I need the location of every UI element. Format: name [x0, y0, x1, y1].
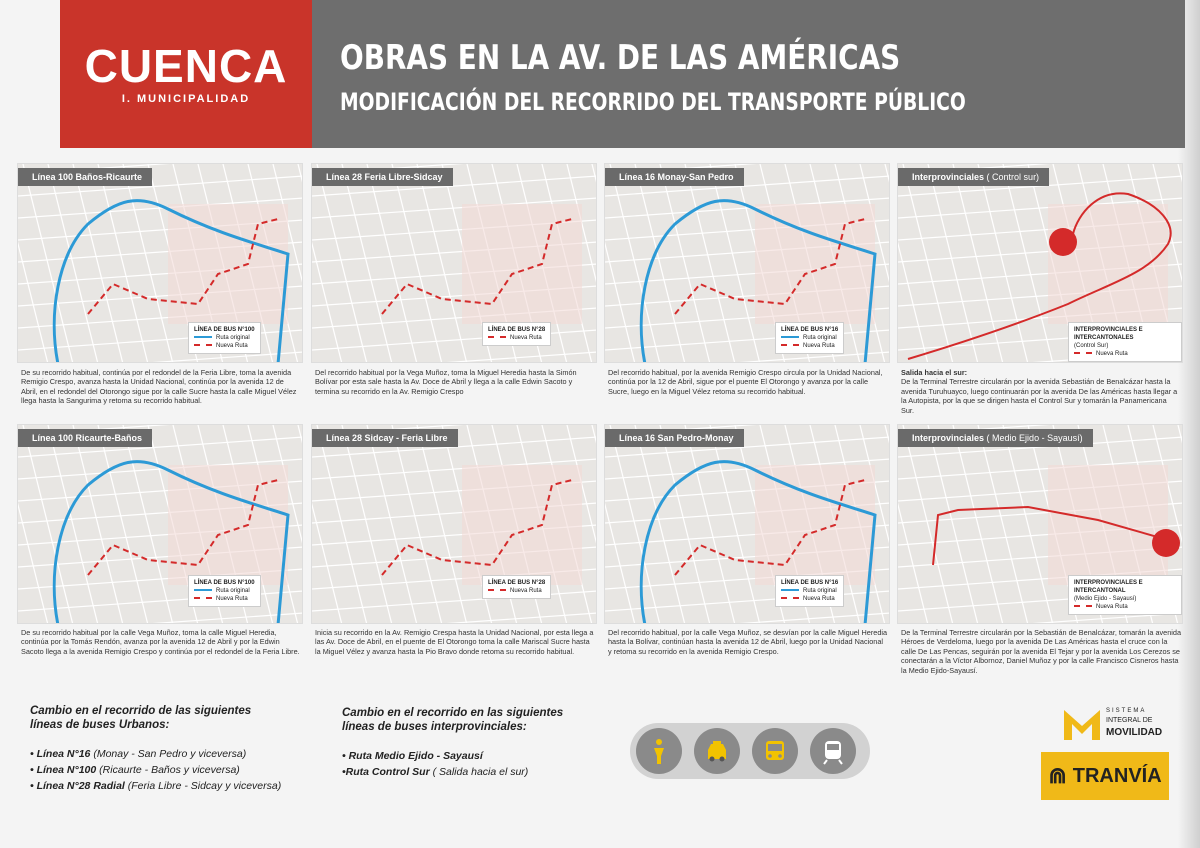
legend-item: Ruta original — [194, 587, 255, 595]
map-legend — [775, 322, 844, 354]
taxi-icon — [694, 728, 740, 774]
bus-icon — [752, 728, 798, 774]
panel-label: Interprovinciales ( Control sur) — [898, 168, 1049, 186]
brand-line3: MOVILIDAD — [1106, 727, 1163, 738]
logo-text: CUENCA — [84, 40, 288, 92]
route-description: Del recorrido habitual, por la avenida Remigio Crespo circula por la Unidad Nacional, continúa por la 12 de Abril, sigue por el puente El Otorongo y avanza por la calle Sucre, luego en la Miguel Vélez retoma su recorrido habitual. — [608, 368, 883, 396]
map-legend — [188, 575, 261, 607]
legend-subtitle: (Control Sur) — [1074, 343, 1109, 349]
route-panel — [311, 424, 597, 624]
route-panel — [604, 424, 890, 624]
panel-label: Línea 28 Feria Libre-Sidcay — [312, 168, 453, 186]
legend-title: LÍNEA DE BUS N°16 — [781, 327, 839, 333]
map-legend — [188, 322, 261, 354]
route-map — [605, 425, 890, 624]
route-panel — [17, 163, 303, 363]
route-panel — [897, 163, 1183, 363]
route-description: Inicia su recorrido en la Av. Remigio Crespa hasta la Unidad Nacional, por esta llega a las Av. Doce de Abril, en el puente de El Otorongo toma la calle Mariscal Sucre hasta la Miguel Vélez y avanza hasta la Pio Bravo donde retoma su recorrido habitual. — [315, 628, 594, 656]
urban-lines-summary — [30, 704, 310, 794]
list-item: • Línea N°16 (Monay - San Pedro y viceversa) — [30, 748, 247, 760]
route-panel — [897, 424, 1183, 624]
route-panel — [604, 163, 890, 363]
interprovincial-summary-heading: Cambio en el recorrido en las siguientes líneas de buses interprovinciales: — [342, 707, 564, 733]
tranvia-arch-icon: ⋒ — [1048, 763, 1067, 788]
map-legend — [775, 575, 844, 607]
tram-icon — [810, 728, 856, 774]
list-item: • Ruta Medio Ejido - Sayausí — [342, 750, 483, 762]
route-description: Salida hacia el sur: De la Terminal Terrestre circularán por la avenida Sebastián de Benalcázar hasta la avenida Turuhuayco, luego continuarán por la avenida De las Américas hasta llegar a la Autopista, por la que se dirigen hasta el Control Sur y tomarán la Panamericana Sur. — [901, 368, 1178, 415]
legend-item: Nueva Ruta — [194, 342, 255, 350]
panel-label: Interprovinciales ( Medio Ejido - Sayausí) — [898, 429, 1093, 447]
bicycle-icon — [636, 728, 682, 774]
route-panel — [311, 163, 597, 363]
route-panel — [17, 424, 303, 624]
panel-label: Línea 16 Monay-San Pedro — [605, 168, 744, 186]
legend-item: Ruta original — [194, 334, 255, 342]
route-map — [312, 164, 597, 363]
legend-item: Nueva Ruta — [781, 595, 838, 603]
brand-line1: SISTEMA — [1106, 708, 1147, 714]
legend-item: Nueva Ruta — [781, 342, 838, 350]
legend-title: LÍNEA DE BUS N°28 — [488, 327, 546, 333]
legend-title: LÍNEA DE BUS N°28 — [488, 580, 546, 586]
map-legend — [482, 575, 551, 599]
list-item: •Ruta Control Sur ( Salida hacia el sur) — [342, 766, 529, 778]
route-description: De la Terminal Terrestre circularán por la Sebastián de Benalcázar, tomarán la avenida Héroes de Verdeloma, luego por la avenida De Las Américas hasta el cruce con la calle De Las Pencas, seguirán por la avenida El Tejar y por la avenida Los Cerezos se conectarán a la Víctor Albornoz, Daniel Muñoz y por la calle Francisco Cisneros hasta la Medio Ejido-Sayausí. — [901, 628, 1181, 675]
panel-label: Línea 28 Sidcay - Feria Libre — [312, 429, 458, 447]
map-legend — [1068, 322, 1182, 362]
cuenca-logo — [60, 0, 312, 148]
interprovincial-summary — [342, 706, 602, 780]
page-subtitle: MODIFICACIÓN DEL RECORRIDO DEL TRANSPORTE PÚBLICO — [340, 88, 966, 116]
panel-label: Línea 100 Baños-Ricaurte — [18, 168, 152, 186]
panel-label: Línea 16 San Pedro-Monay — [605, 429, 744, 447]
legend-item: Ruta original — [781, 334, 838, 342]
sistema-integral-movilidad-logo — [1062, 706, 1166, 744]
page-title: OBRAS EN LA AV. DE LAS AMÉRICAS — [340, 38, 901, 78]
legend-title: INTERPROVINCIALES E INTERCANTONALES — [1074, 327, 1143, 341]
legend-item: Nueva Ruta — [194, 595, 255, 603]
brand-line2: INTEGRAL DE — [1106, 717, 1153, 724]
map-legend — [482, 322, 551, 346]
route-map — [605, 164, 890, 363]
map-legend — [1068, 575, 1182, 615]
route-description: De su recorrido habitual por la calle Vega Muñoz, toma la calle Miguel Heredia, continúa por la Tomás Rendón, avanza por la avenida 12 de Abril y por la Edwin Sacoto llega a la avenida Remigio Crespo y continúa por el redondel de la Feria Libre. — [21, 628, 300, 656]
legend-item: Nueva Ruta — [1074, 603, 1176, 611]
logo-subtitle: I. MUNICIPALIDAD — [121, 93, 251, 105]
route-description: De su recorrido habitual, continúa por el redondel de la Feria Libre, toma la avenida Remigio Crespo, avanza hasta la Unidad Nacional, continúa por la avenida 12 de Abril, en el redondel del Otorongo sigue por la calle Sucre hasta la calle Miguel Vélez llega hasta la Sangurima y retoma su recorrido habitual. — [21, 368, 297, 406]
legend-title: LÍNEA DE BUS N°100 — [194, 327, 255, 333]
route-description: Del recorrido habitual, por la calle Vega Muñoz, se desvían por la calle Miguel Heredia hasta la Bolívar, continúan hasta la avenida 12 de Abril, luego por la Unidad Nacional y retoma su recorrido en la avenida Remigio Crespo. — [608, 628, 888, 656]
tranvia-logo — [1041, 752, 1169, 800]
list-item: • Línea N°28 Radial (Feria Libre - Sidcay y viceversa) — [30, 780, 282, 792]
legend-item: Nueva Ruta — [488, 334, 545, 342]
legend-title: LÍNEA DE BUS N°16 — [781, 580, 839, 586]
legend-subtitle: (Medio Ejido - Sayausí) — [1074, 596, 1137, 602]
legend-title: INTERPROVINCIALES E INTERCANTONAL — [1074, 580, 1143, 594]
panel-label: Línea 100 Ricaurte-Baños — [18, 429, 152, 447]
route-map — [312, 425, 597, 624]
legend-item: Nueva Ruta — [1074, 350, 1176, 358]
route-description: Del recorrido habitual por la Vega Muñoz, toma la Miguel Heredia hasta la Simón Bolívar por esta sale hasta la Av. Doce de Abril y llega a la calle Edwin Sacoto y termina su recorrido en la Av. Remigio Crespo — [315, 368, 577, 396]
legend-item: Nueva Ruta — [488, 587, 545, 595]
list-item: • Línea N°100 (Ricaurte - Baños y viceversa) — [30, 764, 240, 776]
tranvia-text: TRANVÍA — [1072, 764, 1162, 787]
legend-item: Ruta original — [781, 587, 838, 595]
legend-title: LÍNEA DE BUS N°100 — [194, 580, 255, 586]
urban-summary-heading: Cambio en el recorrido de las siguientes líneas de buses Urbanos: — [30, 705, 252, 731]
